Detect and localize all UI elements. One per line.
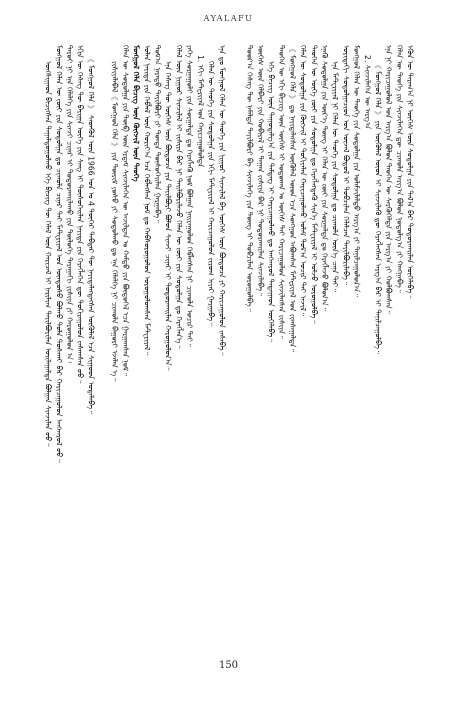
text-column: ᠬᠡᠯᠡᠨ ᠦ ᠰᠤᠳᠤᠯᠭᠠ ᠶᠢᠨ ᠬᠥᠭᠵᠢᠯ ᠢ ᠲᠣᠭᠢᠶᠠᠯᠠᠨ ᠬᠠᠷᠢᠴᠠᠭᠤᠯᠬᠤ ᠤᠯᠠᠮ ᠲᠣᠮ᠎ᠠ ᠤᠴᠢᠷ ᠲᠠᠢ ᠠᠵᠢᠯ᠃ xyxy=(298,45,308,317)
text-column: ᠮᠣᠩᠭᠣᠯ ᠬᠡᠯᠡᠨ ᠦ ᠲᠡᠦᠬᠡ ᠶᠢᠨ ᠰᠤᠳᠤᠯᠭᠠ ᠶᠢᠨ ᠤᠯᠠᠮᠵᠢᠯᠠᠯᠲᠤ ᠠᠷᠭ᠎ᠠ ᠶᠢ ᠲᠠᠨᠢᠯᠴᠠᠭᠤᠯᠤᠨ᠎ᠠ᠃ xyxy=(352,45,362,298)
text-column: ᠬᠡᠯᠡᠨ ᠦ ᠲᠡᠦᠬᠡ ᠶᠢᠨ ᠰᠢᠨᠵᠢᠯᠡᠭᠡᠨ ᠳᠦ ᠴᠢᠬᠤᠯᠠ ᠠᠷᠭ᠎ᠠ ᠪᠣᠯᠣᠨ ᠨᠣᠲᠣᠯᠭ᠎ᠠ ᠶᠢ ᠬᠠᠩᠭᠠᠪᠠ᠃ xyxy=(394,45,404,293)
text-column: ᠡᠭᠦᠨ ᠦ ᠳᠠᠷᠠᠭ᠎ᠠ ᠨᠢ ᠦᠭᠡᠰ ᠦᠨ ᠰᠤᠳᠤᠯᠭᠠ ᠶᠢᠨ ᠲᠠᠯ᠎ᠠ ᠪᠠᠷ ᠲᠣᠳᠣᠷᠬᠠᠢᠯᠠᠨ ᠦᠭᠡᠯᠡᠪᠡ᠃ xyxy=(405,45,415,299)
text-column: ᠡᠬᠢᠨ ᠦ ᠬᠡᠰᠡᠭ ᠲᠦ ᠪᠠᠶᠢᠭᠠ ᠦᠭᠡ ᠶᠢᠨ ᠰᠠᠩ ᠢ ᠲᠥᠰᠦᠭᠡᠢᠯᠡᠨ ᠨᠡᠶᠢᠲᠡ ᠶᠢᠨ ᠬᠡᠷᠡᠭᠯᠡᠭᠡᠨ ᠳᠦ ᠲᠣᠬᠢᠷᠠᠭᠤᠯᠤᠨ ᠵᠠᠰᠠᠭᠰᠠᠨ ᠤᠤ᠃ xyxy=(75,45,85,384)
text-column: ᠬᠡᠯᠡᠨ ᠦ ᠰᠤᠳᠤᠯᠭᠠ ᠶᠢᠨ ᠲᠥᠪ ᠦᠨ ᠡᠷᠳᠡᠮ ᠰᠢᠨᠵᠢᠯᠡᠭᠡᠨ ᠦ ᠠᠵᠢᠯᠲᠠᠨ ᠤ ᠬᠠᠮᠲᠤ ᠶᠢᠨ ᠪᠦᠲᠦᠭᠡᠯ ᠡᠴᠡ ᠭᠠᠷᠭᠠᠭᠰᠠᠨ ᠨᠣᠮ᠃ xyxy=(120,45,130,377)
text-column: ᠳᠠᠷᠤᠢ ᠨᠢ ᠡᠨᠡ ᠬᠡᠯᠡᠯᠭᠡ ᠶᠢᠨ ᠰᠢᠨᠵᠢ ᠴᠢᠨᠠᠷ ᠢ ᠲᠣᠳᠣᠷᠬᠠᠢᠯᠠᠬᠤ ᠶᠢᠨ ᠲᠥᠯᠦᠭᠡ ᠳᠠᠷᠠᠭᠠᠬᠢ ᠵᠢᠰᠢᠶᠡ ᠶᠢ ᠬᠠᠷᠤᠭᠤᠯᠤᠨ ᠠ᠄ xyxy=(65,45,74,363)
section-heading: ᠮᠣᠩᠭᠣᠯ ᠬᠡᠯᠡ ᠪᠢᠴᠢᠭ ᠦᠨ ᠬᠥᠭᠵᠢᠯ ᠦᠨ ᠲᠡᠦᠬᠡ xyxy=(131,45,141,182)
numbered-heading: 2. ᠰᠢᠨᠵᠢᠯᠡᠭᠡᠨ ᠦ ᠠᠷᠭ᠎ᠠ xyxy=(362,55,372,130)
text-column: ᠡᠨᠡ ᠮᠠᠲ᠋ᠧᠷᠢᠶᠠᠯ ᠨᠢ ᠬᠡᠯᠡᠨ ᠦ ᠲᠡᠦᠬᠡ ᠶᠢᠨ ᠰᠤᠳᠤᠯᠭᠠ ᠳᠤ ᠴᠢᠬᠤᠯᠠ ᠦᠨ᠎ᠡ ᠴᠡᠨᠡ ᠲᠠᠢ᠃ xyxy=(330,61,340,292)
text-column: 《 ᠮᠣᠩᠭᠣᠯ ᠬᠡᠯᠡ 》 ᠰᠡᠳᠬᠦᠯ ᠦᠨ 1966 ᠣᠨ ᠤ 4 ᠳᠦᠭᠡᠷ ᠳᠡᠪᠲᠡᠷ ᠲᠦ ᠨᠡᠶᠢᠲᠡᠯᠡᠭᠳᠡᠭᠰᠡᠨ ᠥᠭᠦᠯᠡᠯ ᠡᠴᠡ ᠰᠢᠭᠤᠳ ᠤᠲᠠᠯᠠᠪᠠ᠃ xyxy=(86,55,96,415)
text-column: ᠡᠨᠡ ᠨᠢ ᠬᠠᠷᠢᠴᠠᠭᠤᠯᠤᠯ ᠤᠨ ᠠᠷᠭ᠎ᠠ ᠪᠣᠯᠣᠨ ᠲᠡᠦᠬᠡᠨ ᠦ ᠰᠡᠷᠭᠦᠭᠡᠯᠲᠡ ᠶᠢᠨ ᠠᠷᠭ᠎ᠠ ᠶᠢ ᠬᠣᠯᠪᠣᠭᠰᠠᠨ᠃ xyxy=(384,45,394,314)
page-number: 150 xyxy=(218,660,239,671)
text-column: 《 ᠮᠣᠩᠭᠣᠯ ᠬᠡᠯᠡ 》 ᠳᠤ ᠨᠡᠶᠢᠲᠡᠯᠡᠭᠰᠡᠨ ᠥᠭᠦᠯᠡᠯ ᠦᠳ ᠡᠴᠡ ᠰᠣᠩᠭᠣᠨ ᠠᠪᠤᠭᠰᠠᠨ ᠮᠠᠲ᠋ᠧᠷᠢᠶᠠᠯ ᠤᠨ ᠵᠢᠭᠰᠠᠭᠠᠯᠲᠠ᠃ xyxy=(287,45,297,353)
text-column: ᠡᠨᠡ ᠳᠤ ᠮᠣᠩᠭᠣᠯ ᠬᠡᠯᠡᠨ ᠦ ᠲᠡᠦᠬᠡ ᠶᠢᠨ ᠨᠢᠭᠤᠷ ᠰᠢᠨᠵᠢᠯᠡᠯ ᠪᠠ ᠦᠭᠡᠰ ᠦᠨ ᠪᠦᠲᠦᠴᠡ ᠶᠢ ᠬᠠᠷᠢᠴᠠᠭᠤᠯᠤᠨ ᠵᠠᠰᠠᠪᠠ᠃ xyxy=(217,45,227,356)
text-column: ᠬᠡᠯᠡᠯ ᠦᠨ ᠨᠢᠭᠤᠷ ᠰᠢᠨᠵᠢᠯᠡᠯ ᠢ ᠵᠢᠱᠢᠶᠡ ᠪᠡᠷ ᠨᠢ ᠲᠠᠢᠯᠪᠤᠷᠢᠯᠠᠵᠤ ᠬᠡᠯᠡᠨ ᠦ ᠵᠦᠢ ᠶᠢᠨ ᠰᠤᠳᠤᠯᠭᠠ ᠳᠤ ᠬᠡᠷᠡᠭᠯᠡᠨ᠎ᠡ᠃ xyxy=(174,45,184,349)
text-column: ᠲᠡᠦᠬᠡᠨ ᠦ ᠡᠬᠢ ᠪᠢᠴᠢᠭ ᠦᠨ ᠦᠭᠡᠰ ᠢ ᠣᠳᠣᠬᠠᠨ ᠤ ᠦᠭᠡᠰ ᠲᠡᠢ ᠬᠠᠷᠢᠴᠠᠭᠤᠯᠤᠨ ᠰᠢᠨᠵᠢᠯᠡᠭᠰᠡᠨ ᠵᠢᠱᠢᠶᠡ᠃ xyxy=(277,45,287,339)
text-column: ᠲᠣᠮ᠎ᠠ ᠨᠡᠷᠡᠲᠦ ᠲᠠᠶᠢᠯᠪᠤᠷᠢ ᠶᠢ ᠳᠤᠨᠳᠠ ᠲᠥᠰᠦᠭᠡᠢᠯᠡᠨ ᠭᠠᠷᠭᠠᠪᠠ᠃ xyxy=(153,45,163,224)
column-gap xyxy=(98,45,108,633)
text-column: ᠬᠡᠯᠡᠨ ᠦ ᠲᠡᠦᠬᠡ ᠶᠢᠨ ᠰᠤᠳᠤᠯᠭᠠ ᠶᠢᠨ ᠡᠬᠢ ᠮᠠᠲ᠋ᠧᠷᠢᠶᠠᠯ ᠢ ᠬᠠᠷᠢᠴᠠᠭᠤᠯᠤᠨ ᠵᠢᠷᠤᠭ ᠢᠶᠠᠷ ᠭᠠᠷᠭᠠᠪᠠ᠃ xyxy=(206,61,216,327)
text-column: ᠶᠡᠬᠡ ᠰᠤᠷᠭᠠᠭᠤᠯᠢ ᠶᠢᠨ ᠰᠤᠷᠭᠠᠯᠲᠠ ᠳᠤ ᠬᠡᠷᠡᠭᠯᠡᠬᠦ ᠨᠣᠮ ᠪᠣᠯᠭᠠᠨ ᠨᠠᠢᠷᠠᠭᠤᠯᠤᠨ ᠬᠡᠪᠯᠡᠭᠰᠡᠨ ᠨᠢ ᠴᠢᠬᠤᠯᠠ ᠤᠴᠢᠷ ᠲᠠᠢ᠃ xyxy=(185,45,195,347)
running-head: AYALAFU xyxy=(203,14,254,23)
vertical-text-body xyxy=(44,45,414,633)
text-column: ᠣᠯᠠᠨ ᠨᠡᠶᠢᠲᠡ ᠶᠢᠨ ᠬᠡᠪᠯᠡᠯ ᠦᠨ ᠬᠣᠷᠢᠶ᠎ᠠ ᠡᠴᠡ ᠬᠡᠪᠯᠡᠭᠰᠡᠨ ᠨᠣᠮ ᠳᠤ ᠬᠠᠪᠰᠤᠷᠤᠭᠤᠯᠤᠨ ᠣᠷᠣᠭᠤᠯᠤᠭᠰᠠᠨ ᠮᠠᠲ᠋ᠧᠷᠢᠶᠠᠯ᠃ xyxy=(142,45,152,356)
text-column: ᠳᠣᠣᠷ᠎ᠠ ᠬᠡᠰᠡᠭ ᠲᠦ ᠨᠡᠮᠡᠯᠲᠡ ᠲᠠᠶᠢᠯᠪᠤᠷᠢ ᠪᠠ ᠰᠢᠨᠵᠢᠯᠡᠭᠡ ᠶᠢᠨ ᠳᠦᠩ ᠢ ᠲᠣᠪᠴᠢᠯᠠᠨ ᠣᠷᠣᠭᠤᠯᠪᠠ᠃ xyxy=(245,45,255,312)
numbered-heading: 1. ᠡᠬᠢ ᠮᠠᠲ᠋ᠧᠷᠢᠶᠠᠯ ᠤᠨ ᠬᠠᠷᠢᠴᠠᠭᠤᠯᠤᠯᠲᠠ xyxy=(195,55,205,168)
text-column: ᠵᠢᠱᠢᠶᠡᠯᠡᠪᠡᠯ《 ᠮᠣᠩᠭᠣᠯ ᠬᠡᠯᠡ 》 ᠶᠢᠨ ᠳᠦᠷᠢᠮ ᠶᠣᠰᠤ ᠶᠢ ᠰᠤᠳᠤᠯᠬᠤ ᠳᠤ ᠡᠨᠡ ᠬᠡᠯᠡᠯᠭᠡ ᠨᠢ ᠴᠢᠬᠤᠯᠠ ᠪᠠᠭᠤᠷᠢ ᠡᠵᠡᠯᠡᠨ ᠡ᠃ xyxy=(110,61,120,382)
column-gap xyxy=(228,45,242,633)
text-column: 《 ᠮᠣᠩᠭᠣᠯ ᠬᠡᠯᠡ 》 ᠶᠢᠨ ᠥᠭᠦᠯᠡᠯ ᠦᠳ ᠢ ᠰᠢᠨᠵᠢᠯᠡᠬᠦ ᠳᠦ ᠬᠡᠷᠡᠭᠯᠡᠭᠰᠡᠨ ᠠᠷᠭ᠎ᠠ ᠪᠠᠷ ᠢ ᠲᠠᠨᠢᠯᠴᠠᠭᠤᠯᠪᠠ᠃ xyxy=(373,61,383,355)
text-column: ᠡᠨᠡᠬᠦ ᠰᠤᠳᠤᠯᠭᠠ ᠶᠢᠨ ᠦᠷ᠎ᠡ ᠳᠦᠩ ᠢ ᠬᠡᠯᠡᠨ ᠦ ᠵᠦᠢ ᠶᠢᠨ ᠰᠤᠷᠭᠠᠯᠲᠠ ᠳᠤ ᠬᠡᠷᠡᠭᠯᠡᠵᠦ ᠪᠣᠯᠣᠨ᠎ᠠ᠃ xyxy=(319,45,329,311)
text-column: ᠤᠷᠢᠳᠠᠬᠢ ᠰᠤᠳᠤᠯᠭᠠᠴᠢᠳ ᠤᠨ ᠦᠵᠡᠯ ᠪᠣᠳᠤᠯ ᠢ ᠲᠣᠪᠴᠢᠯᠠᠨ ᠬᠡᠯᠡᠯᠴᠡᠨ ᠲᠠᠶᠢᠯᠪᠤᠷᠢᠯᠠᠪᠠ᠃ xyxy=(341,45,351,286)
text-column: ᠡᠨᠡ ᠬᠡᠰᠡᠭ ᠲᠦ ᠦᠭᠡᠰ ᠦᠨ ᠪᠦᠲᠦᠴᠡ ᠶᠢᠨ ᠲᠠᠶᠢᠯᠪᠤᠷᠢ ᠪᠣᠯᠤᠨ ᠰᠢᠨᠵᠢ ᠴᠢᠨᠠᠷ ᠢ ᠲᠣᠳᠣᠷᠬᠠᠢᠯᠠᠨ ᠬᠠᠷᠤᠭᠤᠯᠤᠨ᠎ᠠ᠃ xyxy=(163,61,173,371)
text-column: ᠤᠩᠰᠢᠭᠠᠳ ᠪᠢᠴᠢᠭᠰᠡᠨ ᠳᠠᠭᠠᠯᠳᠤᠭᠤᠯᠬᠤ ᠡᠬᠡ ᠪᠢᠴᠢᠭ ᠲᠦ ᠬᠡᠯᠡᠯ ᠦᠨ ᠬᠠᠷᠢᠴᠠᠯ ᠢ ᠨᠠᠷᠢᠯᠢᠭ ᠲᠠᠶᠢᠯᠪᠤᠷᠢᠯᠠᠨ ᠤᠢᠯᠠᠭᠠᠯᠲᠠ ᠪᠣᠯᠭᠠᠨ ᠰᠢᠨᠵᠢᠯᠡᠨ ᠤᠤ᠃ xyxy=(43,61,53,447)
text-column: ᠮᠣᠩᠭᠣᠯ ᠬᠡᠯᠡᠨ ᠦ ᠵᠦᠢ ᠶᠢᠨ ᠰᠤᠳᠤᠯᠭᠠ ᠳᠤ ᠴᠢᠬᠤᠯᠠ ᠴᠢᠨᠠᠷ ᠲᠠᠢ ᠮᠠᠲ᠋ᠧᠷᠢᠶᠠᠯ ᠤᠨ ᠦᠨᠳᠦᠰᠦ ᠪᠣᠯᠬᠤ ᠲᠤᠯᠠ ᠲᠤᠰᠬᠠᠢ ᠪᠡᠷ ᠬᠠᠷᠢᠴᠠᠭᠤᠯᠤᠨ ᠠᠩᠬᠠᠷᠤᠯ ᠤᠤ᠃ xyxy=(54,45,64,463)
text-column: ᠦᠭᠡᠰ ᠦᠨ ᠬᠡᠯᠪᠡᠷᠢ ᠶᠢᠨ ᠬᠤᠪᠢᠷᠠᠯ ᠢ ᠳᠠᠭᠠᠨ ᠵᠢᠱᠢᠶᠡ ᠪᠡᠷ ᠨᠢ ᠲᠣᠳᠣᠷᠬᠠᠢᠯᠠᠨ ᠰᠢᠨᠵᠢᠯᠡᠪᠡ᠃ xyxy=(255,45,265,297)
text-column: ᠲᠡᠦᠬᠡᠨ ᠦ ᠦᠭᠡ ᠵᠦᠢ ᠶᠢᠨ ᠰᠤᠳᠤᠯᠭᠠ ᠳᠤ ᠬᠡᠷᠡᠭᠯᠡᠭᠳᠡᠬᠦ ᠰᠢᠨ᠎ᠡ ᠮᠠᠲ᠋ᠧᠷᠢᠶᠠᠯ ᠢ ᠣᠯᠵᠤ ᠣᠷᠣᠭᠤᠯᠪᠠ᠃ xyxy=(309,45,319,324)
text-column: ᠡᠬᠡ ᠪᠢᠴᠢᠭ ᠦᠨ ᠳᠠᠭᠤᠳᠠᠯᠭ᠎ᠠ ᠶᠢᠨ ᠲᠡᠮᠳᠡᠭ ᠢ ᠬᠠᠷᠢᠴᠠᠭᠤᠯᠬᠤ ᠳᠤ ᠠᠩᠬᠠᠷᠤᠯ ᠲᠠᠲᠠᠭᠠᠳ ᠦᠭᠡᠯᠡᠪᠡ᠃ xyxy=(266,61,276,343)
